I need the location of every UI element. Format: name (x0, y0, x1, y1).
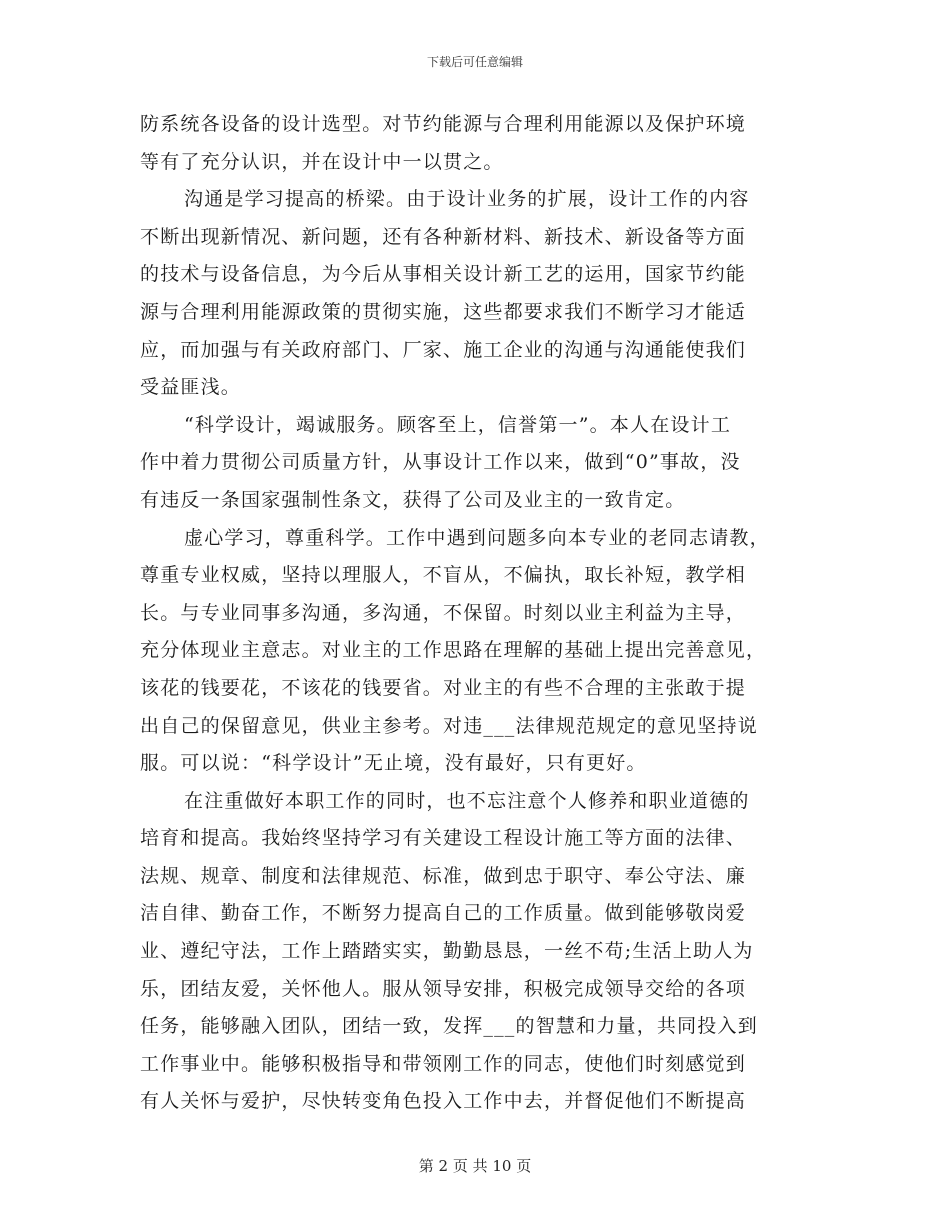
text-line: 作中着力贯彻公司质量方针，从事设计工作以来，做到“0”事故，没 (140, 451, 741, 474)
text-line: 法规、规章、制度和法律规范、标准，做到忠于职守、奉公守法、廉 (140, 864, 747, 887)
paragraph-first-line: 在注重做好本职工作的同时，也不忘注意个人修养和职业道德的 (184, 789, 750, 812)
text-line: 等有了充分认识，并在设计中一以贯之。 (140, 150, 504, 173)
text-line: 受益匪浅。 (140, 376, 242, 399)
text-line: 工作事业中。能够积极指导和带领刚工作的同志，使他们时刻感觉到 (140, 1052, 747, 1075)
text-line: 业、遵纪守法，工作上踏踏实实，勤勤恳恳，一丝不苟;生活上助人为 (140, 940, 754, 963)
page-header: 下载后可任意编辑 (426, 55, 523, 69)
text-line: 洁自律、勤奋工作，不断努力提高自己的工作质量。做到能够敬岗爱 (140, 902, 747, 925)
text-line: 有违反一条国家强制性条文，获得了公司及业主的一致肯定。 (140, 488, 686, 511)
text-line: 源与合理利用能源政策的贯彻实施，这些都要求我们不断学习才能适 (140, 300, 747, 323)
text-line: 的技术与设备信息，为今后从事相关设计新工艺的运用，国家节约能 (140, 263, 747, 286)
text-line: 该花的钱要花，不该花的钱要省。对业主的有些不合理的主张敢于提 (140, 676, 747, 699)
text-line: 乐，团结友爱，关怀他人。服从领导安排，积极完成领导交给的各项 (140, 977, 747, 1000)
text-line: 培育和提高。我始终坚持学习有关建设工程设计施工等方面的法律、 (140, 827, 747, 850)
document-body (140, 106, 812, 1121)
text-line: 长。与专业同事多沟通，多沟通，不保留。时刻以业主利益为主导， (140, 601, 747, 624)
paragraph-first-line: 沟通是学习提高的桥梁。由于设计业务的扩展，设计工作的内容 (184, 188, 750, 211)
text-line: 出自己的保留意见，供业主参考。对违___法律规范规定的意见坚持说 (140, 714, 758, 737)
text-line: 尊重专业权威，坚持以理服人，不盲从，不偏执，取长补短，教学相 (140, 564, 747, 587)
page-number: 第 2 页 共 10 页 (418, 1157, 532, 1175)
text-line: 服。可以说：“科学设计”无止境，没有最好，只有更好。 (140, 752, 647, 775)
paragraph-first-line: “科学设计，竭诚服务。顾客至上，信誉第一”。本人在设计工 (184, 413, 732, 436)
paragraph-first-line: 虚心学习，尊重科学。工作中遇到问题多向本专业的老同志请教， (184, 526, 770, 549)
text-line: 不断出现新情况、新问题，还有各种新材料、新技术、新设备等方面 (140, 225, 747, 248)
text-line: 充分体现业主意志。对业主的工作思路在理解的基础上提出完善意见， (140, 639, 767, 662)
text-line: 应，而加强与有关政府部门、厂家、施工企业的沟通与沟通能使我们 (140, 338, 747, 361)
text-line: 有人关怀与爱护，尽快转变角色投入工作中去，并督促他们不断提高 (140, 1090, 747, 1113)
text-line: 任务，能够融入团队，团结一致，发挥___的智慧和力量，共同投入到 (140, 1015, 758, 1038)
text-line: 防系统各设备的设计选型。对节约能源与合理利用能源以及保护环境 (140, 113, 747, 135)
